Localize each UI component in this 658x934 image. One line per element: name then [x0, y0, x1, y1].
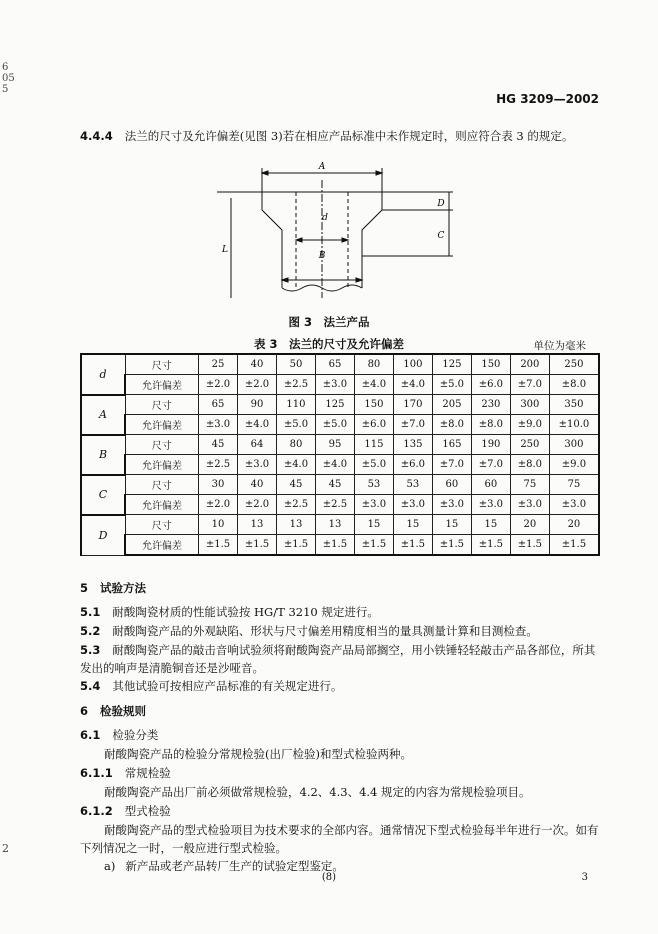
clause-6-1-text: 耐酸陶瓷产品的检验分常规检验(出厂检验)和型式检验两种。 [104, 747, 412, 761]
table-row [81, 395, 599, 415]
page-number: 3 [581, 872, 588, 883]
size-cell: 30 [199, 475, 238, 495]
arrow-head [262, 171, 268, 175]
clause-6-1-2-text: 耐酸陶瓷产品的型式检验项目为技术要求的全部内容。通常情况下型式检验每半年进行一次。如有下列情况之一时，一般应进行型式检验。 [80, 823, 599, 855]
table-row [81, 535, 599, 556]
size-cell: 230 [471, 395, 510, 415]
clause-text: 耐酸陶瓷产品的敲击音响试验须将耐酸陶瓷产品局部搁空，用小铁锤轻轻敲击产品各部位，所其发出的响声是清脆铜音还是沙哑音。 [80, 643, 596, 675]
size-cell: 170 [393, 395, 432, 415]
clause-5-1 [80, 603, 600, 621]
tolerance-cell: ±4.0 [237, 415, 276, 435]
tolerance-cell: ±9.0 [549, 455, 599, 475]
tolerance-cell: ±3.0 [199, 415, 238, 435]
size-cell: 20 [510, 515, 549, 535]
size-label: 尺寸 [125, 395, 199, 415]
tolerance-label: 允许偏差 [125, 455, 199, 475]
tolerance-cell: ±8.0 [549, 375, 599, 395]
tolerance-cell: ±9.0 [510, 415, 549, 435]
margin-mark: 5 [2, 84, 9, 95]
table-row [81, 415, 599, 435]
section-title: 检验规则 [100, 704, 147, 718]
dimension-table [80, 353, 600, 556]
size-cell: 350 [549, 395, 599, 415]
standard-code: HG 3209—2002 [496, 92, 599, 106]
table-row [81, 375, 599, 395]
size-cell: 20 [549, 515, 599, 535]
tolerance-cell: ±2.5 [199, 455, 238, 475]
tolerance-cell: ±3.0 [354, 495, 393, 515]
tolerance-cell: ±3.0 [237, 455, 276, 475]
clause-5-2 [80, 622, 600, 640]
size-cell: 300 [510, 395, 549, 415]
clause-number: 6.1.2 [80, 804, 113, 818]
size-cell: 80 [354, 354, 393, 375]
size-cell: 15 [393, 515, 432, 535]
arrow-head [356, 278, 362, 282]
tolerance-label: 允许偏差 [125, 375, 199, 395]
size-cell: 75 [510, 475, 549, 495]
tolerance-cell: ±1.5 [549, 535, 599, 556]
size-cell: 80 [276, 435, 315, 455]
tolerance-cell: ±1.5 [510, 535, 549, 556]
tolerance-cell: ±6.0 [354, 415, 393, 435]
label-L: L [222, 245, 228, 255]
tolerance-cell: ±3.0 [510, 495, 549, 515]
table-row [81, 475, 599, 495]
tolerance-cell: ±3.0 [549, 495, 599, 515]
tolerance-cell: ±2.5 [276, 375, 315, 395]
tolerance-cell: ±1.5 [237, 535, 276, 556]
tolerance-cell: ±3.0 [432, 495, 471, 515]
size-cell: 40 [237, 475, 276, 495]
table-unit: 单位为毫米 [533, 340, 586, 352]
list-marker: a) [104, 859, 116, 873]
section-number: 6 [80, 704, 89, 718]
tolerance-cell: ±5.0 [354, 455, 393, 475]
size-cell: 95 [315, 435, 354, 455]
size-label: 尺寸 [125, 354, 199, 375]
flange-left-outline [262, 192, 282, 288]
tolerance-cell: ±2.0 [237, 495, 276, 515]
size-cell: 40 [237, 354, 276, 375]
dimension-symbol: A [81, 395, 125, 435]
tolerance-cell: ±1.5 [471, 535, 510, 556]
clause-4-4-4 [80, 127, 600, 145]
size-cell: 45 [199, 435, 238, 455]
size-cell: 165 [432, 435, 471, 455]
dimension-symbol: B [81, 435, 125, 475]
clause-5-3 [80, 641, 600, 677]
tolerance-cell: ±4.0 [315, 455, 354, 475]
size-cell: 15 [432, 515, 471, 535]
tolerance-label: 允许偏差 [125, 415, 199, 435]
size-cell: 100 [393, 354, 432, 375]
tolerance-cell: ±1.5 [393, 535, 432, 556]
size-cell: 300 [549, 435, 599, 455]
size-cell: 65 [315, 354, 354, 375]
tolerance-cell: ±1.5 [354, 535, 393, 556]
clause-title: 常规检验 [124, 766, 171, 780]
size-cell: 200 [510, 354, 549, 375]
tolerance-cell: ±4.0 [276, 455, 315, 475]
clause-number: 5.4 [80, 679, 101, 693]
tolerance-cell: ±2.5 [315, 495, 354, 515]
clause-number: 5.2 [80, 624, 101, 638]
size-cell: 13 [237, 515, 276, 535]
label-d: d [322, 213, 328, 223]
margin-mark: 6 [2, 62, 9, 73]
tolerance-cell: ±2.5 [276, 495, 315, 515]
tolerance-cell: ±2.0 [199, 375, 238, 395]
size-cell: 110 [276, 395, 315, 415]
table-row [81, 495, 599, 515]
size-cell: 53 [393, 475, 432, 495]
size-cell: 15 [354, 515, 393, 535]
tolerance-cell: ±7.0 [510, 375, 549, 395]
tolerance-cell: ±7.0 [393, 415, 432, 435]
section-title: 试验方法 [100, 581, 147, 595]
margin-marks [2, 62, 15, 95]
size-label: 尺寸 [125, 475, 199, 495]
tolerance-cell: ±1.5 [315, 535, 354, 556]
size-cell: 50 [276, 354, 315, 375]
arrow-head [282, 278, 288, 282]
clause-title: 检验分类 [112, 728, 159, 742]
flange-figure [205, 158, 475, 308]
label-A: A [318, 162, 326, 172]
size-cell: 53 [354, 475, 393, 495]
section-number: 5 [80, 581, 89, 595]
clause-6-1-2-title [80, 802, 600, 820]
tolerance-cell: ±8.0 [432, 415, 471, 435]
clause-number: 6.1 [80, 728, 101, 742]
tolerance-cell: ±8.0 [510, 455, 549, 475]
tolerance-cell: ±5.0 [276, 415, 315, 435]
tolerance-cell: ±5.0 [315, 415, 354, 435]
margin-mark-bottom: 2 [2, 842, 9, 855]
clause-6-1-1-title [80, 764, 600, 782]
size-cell: 150 [471, 354, 510, 375]
tolerance-cell: ±4.0 [393, 375, 432, 395]
tolerance-cell: ±3.0 [393, 495, 432, 515]
tolerance-cell: ±7.0 [471, 455, 510, 475]
arrow-head [342, 238, 348, 242]
clause-title: 型式检验 [124, 804, 171, 818]
size-cell: 64 [237, 435, 276, 455]
size-cell: 90 [237, 395, 276, 415]
size-cell: 75 [549, 475, 599, 495]
size-cell: 250 [549, 354, 599, 375]
tolerance-cell: ±4.0 [354, 375, 393, 395]
table-title: 表 3 法兰的尺寸及允许偏差 [253, 337, 404, 351]
clause-text: 其他试验可按相应产品标准的有关规定进行。 [112, 679, 343, 693]
tolerance-cell: ±2.0 [199, 495, 238, 515]
tolerance-cell: ±1.5 [199, 535, 238, 556]
footer-center-number: (8) [321, 872, 337, 883]
clause-number: 4.4.4 [80, 129, 113, 143]
size-cell: 190 [471, 435, 510, 455]
tolerance-cell: ±3.0 [315, 375, 354, 395]
tolerance-label: 允许偏差 [125, 495, 199, 515]
label-D: D [437, 199, 445, 209]
table-row [81, 354, 599, 375]
tolerance-cell: ±1.5 [276, 535, 315, 556]
size-cell: 135 [393, 435, 432, 455]
size-cell: 125 [432, 354, 471, 375]
size-cell: 15 [471, 515, 510, 535]
arrow-head [376, 171, 382, 175]
list-text: 新产品或老产品转厂生产的试验定型鉴定。 [125, 859, 344, 873]
tolerance-cell: ±6.0 [393, 455, 432, 475]
clause-text: 法兰的尺寸及允许偏差(见图 3)若在相应产品标准中未作规定时，则应符合表 3 的规定。 [124, 129, 574, 143]
tolerance-cell: ±10.0 [549, 415, 599, 435]
figure-caption: 图 3 法兰产品 [288, 315, 370, 329]
tolerance-cell: ±1.5 [432, 535, 471, 556]
size-cell: 125 [315, 395, 354, 415]
size-cell: 13 [315, 515, 354, 535]
table-row [81, 455, 599, 475]
size-cell: 150 [354, 395, 393, 415]
table-row [81, 515, 599, 535]
tolerance-cell: ±8.0 [471, 415, 510, 435]
clause-text: 耐酸陶瓷产品的外观缺陷、形状与尺寸偏差用精度相当的量具测量计算和目测检查。 [112, 624, 538, 638]
tolerance-cell: ±2.0 [237, 375, 276, 395]
dimension-symbol: d [81, 354, 125, 395]
clause-number: 5.3 [80, 643, 101, 657]
tolerance-cell: ±7.0 [432, 455, 471, 475]
size-cell: 65 [199, 395, 238, 415]
tolerance-cell: ±3.0 [471, 495, 510, 515]
size-cell: 250 [510, 435, 549, 455]
clause-6-1-title [80, 726, 600, 744]
size-cell: 45 [315, 475, 354, 495]
clause-number: 5.1 [80, 605, 101, 619]
dimension-symbol: D [81, 515, 125, 556]
clause-text: 耐酸陶瓷材质的性能试验按 HG/T 3210 规定进行。 [112, 605, 379, 619]
section-5-heading [80, 579, 600, 597]
size-cell: 45 [276, 475, 315, 495]
clause-5-4 [80, 677, 600, 695]
label-B: B [318, 251, 326, 261]
arrow-head [296, 238, 302, 242]
size-cell: 25 [199, 354, 238, 375]
dimension-symbol: C [81, 475, 125, 515]
tolerance-label: 允许偏差 [125, 535, 199, 556]
clause-6-1-1-text: 耐酸陶瓷产品出厂前必须做常规检验，4.2、4.3、4.4 规定的内容为常规检验项目。 [104, 785, 531, 799]
margin-mark: 05 [2, 73, 15, 84]
size-cell: 60 [432, 475, 471, 495]
size-cell: 60 [471, 475, 510, 495]
table-row [81, 435, 599, 455]
size-cell: 13 [276, 515, 315, 535]
tolerance-cell: ±5.0 [432, 375, 471, 395]
size-cell: 115 [354, 435, 393, 455]
size-cell: 205 [432, 395, 471, 415]
label-C: C [437, 231, 445, 241]
tolerance-cell: ±6.0 [471, 375, 510, 395]
section-6-heading [80, 702, 600, 720]
size-label: 尺寸 [125, 515, 199, 535]
clause-number: 6.1.1 [80, 766, 113, 780]
size-label: 尺寸 [125, 435, 199, 455]
size-cell: 10 [199, 515, 238, 535]
